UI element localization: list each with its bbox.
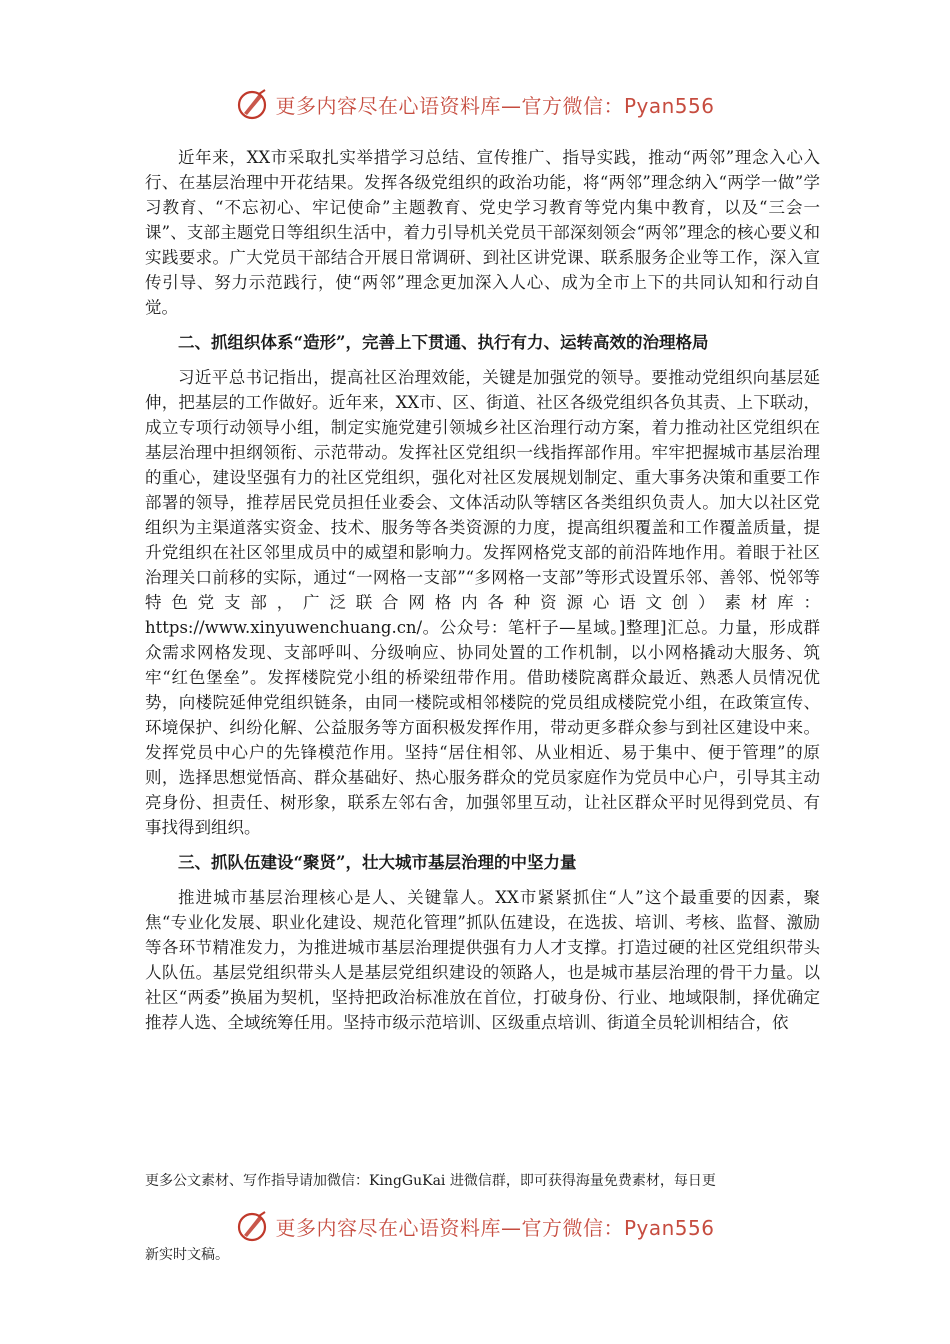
section-heading-3: 三、抓队伍建设“聚贤”，壮大城市基层治理的中坚力量 <box>178 853 577 872</box>
paragraph: 近年来，XX市采取扎实举措学习总结、宣传推广、指导实践，推动“两邻”理念入心入行、在基层治理中开花结果。发挥各级党组织的政治功能，将“两邻”理念纳入“两学一做”学习教育、“不忘初心、牢记使命”主题教育、党史学习教育等党内集中教育，以及“三会一课”、支部主题党日等组织生活中，着力引导机关党员干部深刻领会“两邻”理念的核心要义和实践要求。广大党员干部结合开展日常调研、到社区讲党课、联系服务企业等工作，深入宣传引导、努力示范践行，使“两邻”理念更加深入人心、成为全市上下的共同认知和行动自觉。 <box>145 148 820 317</box>
document-body <box>145 145 820 1035</box>
watermark-text: 更多内容尽在心语资料库—官方微信：Pyan556 <box>275 1215 715 1240</box>
section-heading-2: 二、抓组织体系“造形”，完善上下贯通、执行有力、运转高效的治理格局 <box>178 333 709 352</box>
paragraph: 习近平总书记指出，提高社区治理效能，关键是加强党的领导。要推动党组织向基层延伸，把基层的工作做好。近年来，XX市、区、街道、社区各级党组织各负其责、上下联动，成立专项行动领导小组，制定实施党建引领城乡社区治理行动方案，着力推动社区党组织在基层治理中担纲领衔、示范带动。发挥社区党组织一线指挥部作用。牢牢把握城市基层治理的重心，建设坚强有力的社区党组织，强化对社区发展规划制定、重大事务决策和重要工作部署的领导，推荐居民党员担任业委会、文体活动队等辖区各类组织负责人。加大以社区党组织为主渠道落实资金、技术、服务等各类资源的力度，提高组织覆盖和工作覆盖质量，提升党组织在社区邻里成员中的威望和影响力。发挥网格党支部的前沿阵地作用。着眼于社区治理关口前移的实际，通过“一网格一支部”“多网格一支部”等形式设置乐邻、善邻、悦邻等特色党支部，广泛联合网格内各种资源心语文创）素材库：https://www.xinyuwenchuang.cn/。公众号：笔杆子—星域。]整理]汇总。力量，形成群众需求网格发现、支部呼叫、分级响应、协同处置的工作机制，以小网格撬动大服务、筑牢“红色堡垒”。发挥楼院党小组的桥梁纽带作用。借助楼院离群众最近、熟悉人员情况优势，向楼院延伸党组织链条，由同一楼院或相邻楼院的党员组成楼院党小组，在政策宣传、环境保护、纠纷化解、公益服务等方面积极发挥作用，带动更多群众参与到社区建设中来。发挥党员中心户的先锋模范作用。坚持“居住相邻、从业相近、易于集中、便于管理”的原则，选择思想觉悟高、群众基础好、热心服务群众的党员家庭作为党员中心户，引导其主动亮身份、担责任、树形象，联系左邻右舍，加强邻里互动，让社区群众平时见得到党员、有事找得到组织。 <box>145 368 820 837</box>
paragraph: 推进城市基层治理核心是人、关键靠人。XX市紧紧抓住“人”这个最重要的因素，聚焦“专业化发展、职业化建设、规范化管理”抓队伍建设，在选拔、培训、考核、监督、激励等各环节精准发力，为推进城市基层治理提供强有力人才支撑。打造过硬的社区党组织带头人队伍。基层党组织带头人是基层党组织建设的领路人，也是城市基层治理的骨干力量。以社区“两委”换届为契机，坚持把政治标准放在首位，打破身份、行业、地域限制，择优确定推荐人选、全域统筹任用。坚持市级示范培训、区级重点培训、街道全员轮训相结合，依 <box>145 888 820 1032</box>
footnote: 更多公文素材、写作指导请加微信：KingGuKai 进微信群，即可获得海量免费素材，每日更 <box>145 1173 716 1189</box>
watermark-banner-bottom <box>0 1206 950 1246</box>
quill-logo-icon <box>235 87 269 121</box>
watermark-text: 更多内容尽在心语资料库—官方微信：Pyan556 <box>275 93 715 118</box>
footnote-continuation: 新实时文稿。 <box>145 1247 229 1263</box>
quill-logo-icon <box>235 1209 269 1243</box>
watermark-banner-top <box>0 84 950 124</box>
